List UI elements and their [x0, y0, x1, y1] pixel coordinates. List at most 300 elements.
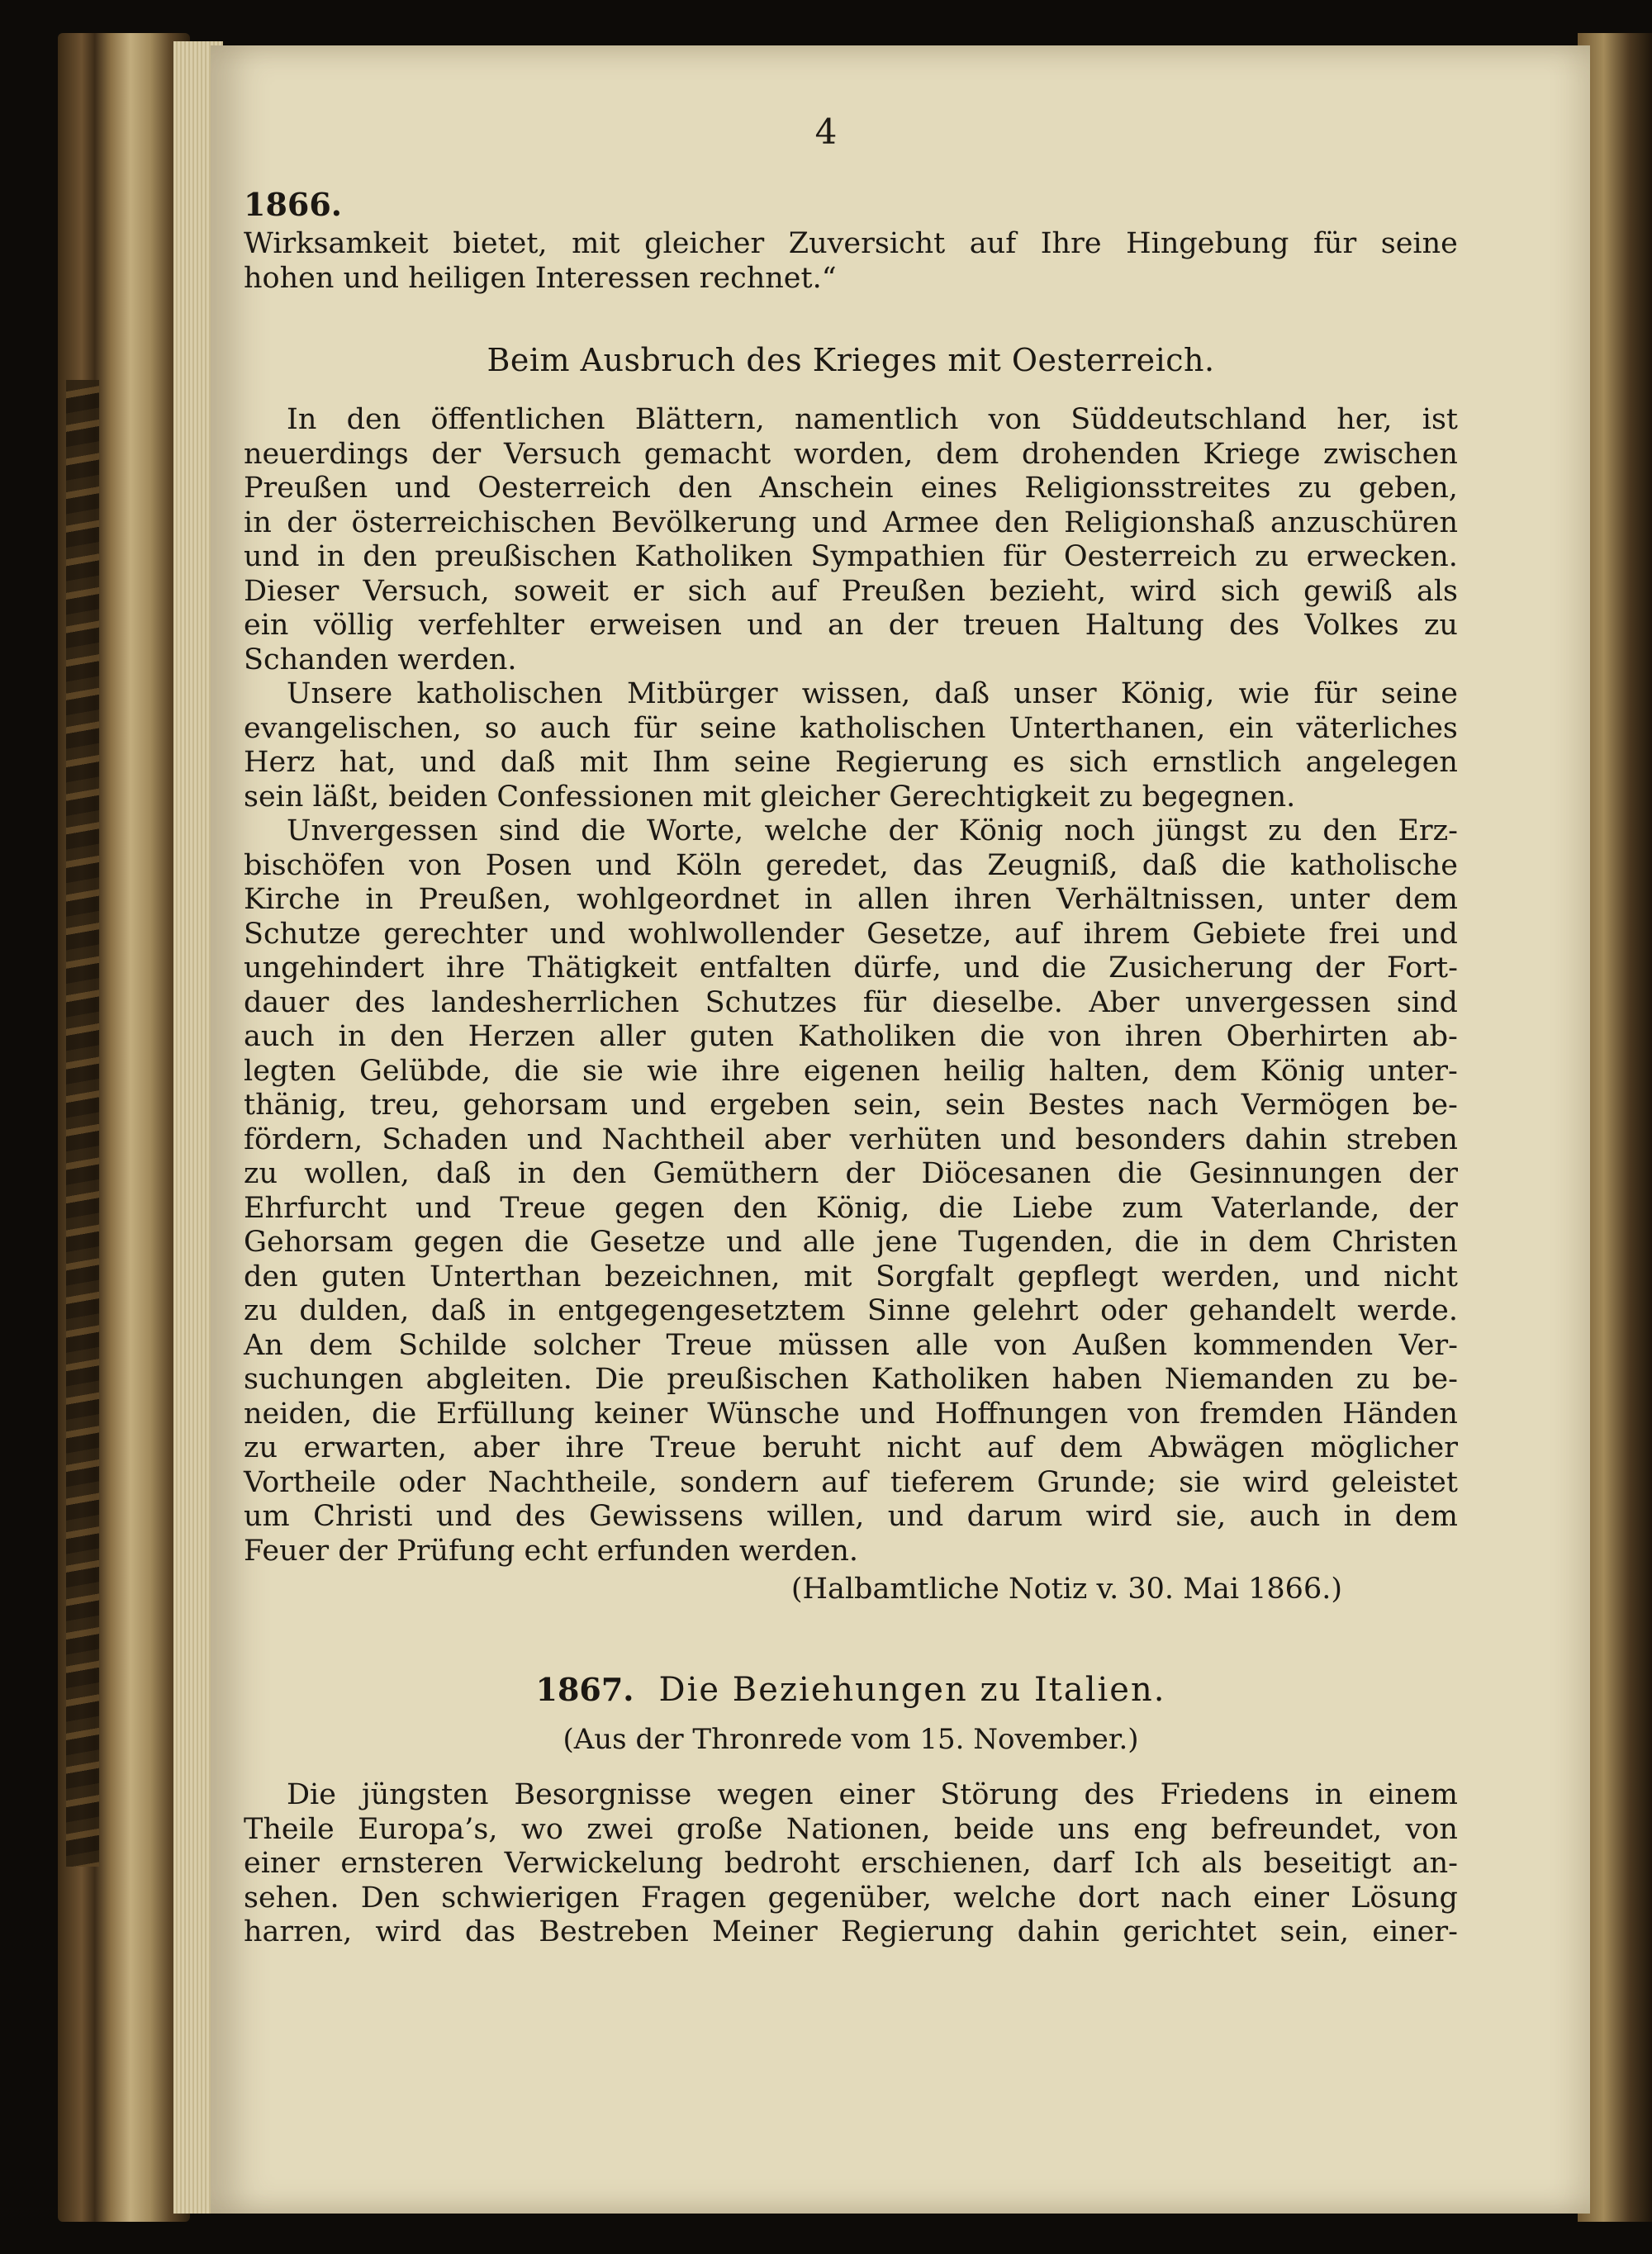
word: zu — [1423, 609, 1458, 642]
text-line — [244, 951, 1458, 986]
word: Hingebung — [1126, 227, 1289, 260]
section-heading: Beim Ausbruch des Krieges mit Oesterreich. — [487, 342, 1215, 378]
word: daß — [430, 1294, 487, 1327]
word: fremden — [1199, 1397, 1323, 1431]
word: Schutze — [244, 917, 361, 951]
word: wie — [1238, 677, 1290, 710]
word: Vortheile — [244, 1465, 377, 1499]
word: Schilde — [398, 1328, 507, 1362]
word: fördern, — [244, 1122, 363, 1156]
text-line — [244, 227, 1458, 262]
word: bezieht, — [989, 574, 1107, 608]
word: und — [1000, 1122, 1056, 1156]
word: wird — [1242, 1465, 1309, 1499]
word: Bestes — [1028, 1089, 1125, 1122]
word: wissen, — [801, 677, 911, 710]
word: Unvergessen — [287, 814, 478, 847]
word: jene — [876, 1226, 938, 1259]
word: und — [435, 1500, 492, 1533]
word: der — [1315, 951, 1365, 985]
word: Regierung — [840, 1915, 995, 1948]
word: Hoffnungen — [934, 1397, 1108, 1431]
word: aber — [472, 1431, 540, 1464]
word: Tugenden, — [958, 1226, 1114, 1259]
word: Bestreben — [539, 1915, 689, 1948]
word: gelehrt — [972, 1294, 1079, 1327]
word: Vermögen — [1241, 1089, 1390, 1122]
word: gegen — [413, 1226, 504, 1259]
word: Preußen — [244, 472, 368, 505]
word: In — [287, 403, 317, 436]
word: und — [1304, 1260, 1360, 1293]
word: oder — [398, 1465, 466, 1499]
word: Verhältnissen, — [1056, 883, 1265, 916]
word: ihren — [1124, 1020, 1203, 1053]
word: Zuversicht — [788, 227, 946, 260]
word: Außen — [1072, 1328, 1168, 1362]
word: ab- — [1412, 1020, 1458, 1053]
word: haben — [1051, 1363, 1142, 1396]
word: sehen. — [244, 1881, 339, 1915]
word: Katholiken — [634, 540, 793, 573]
word: beide — [953, 1812, 1035, 1846]
word: der — [845, 1157, 895, 1190]
word: be- — [1412, 1363, 1458, 1396]
word: dauer — [244, 985, 330, 1019]
word: Bevölkerung — [610, 505, 797, 539]
word: Treue — [666, 1328, 752, 1362]
word: zwischen — [1322, 437, 1458, 471]
word: und — [859, 1397, 915, 1431]
word: eng — [1133, 1812, 1188, 1846]
word: völlig — [313, 609, 394, 642]
word: keiner — [594, 1397, 688, 1431]
word: Gesetze, — [866, 917, 992, 951]
word: Gelübde, — [358, 1054, 491, 1088]
word: oder — [1100, 1294, 1168, 1327]
word: Haltung — [1085, 609, 1204, 642]
word: auf — [821, 1465, 868, 1499]
word: Europa’s, — [358, 1812, 498, 1846]
word: ernstlich — [1151, 746, 1282, 779]
text-line — [244, 1397, 1458, 1432]
word: welche — [764, 814, 868, 847]
word: Sinne — [866, 1294, 951, 1327]
word: an- — [1412, 1847, 1458, 1880]
word: Unterthanen, — [1009, 711, 1206, 745]
word: streben — [1346, 1122, 1458, 1156]
word: jüngsten — [361, 1778, 489, 1811]
word: evangelischen, — [244, 711, 462, 745]
word: die — [938, 1191, 984, 1225]
word: und — [244, 540, 300, 573]
word: ist — [1422, 403, 1458, 436]
word: bedroht — [724, 1847, 840, 1880]
text-line — [244, 1881, 1458, 1916]
word: preußischen — [667, 1363, 849, 1396]
word: wegen — [717, 1778, 814, 1811]
word: von — [994, 1328, 1047, 1362]
word: von — [409, 848, 462, 882]
word: anzuschüren — [1270, 505, 1458, 539]
word: er — [633, 574, 664, 608]
word: Ver- — [1398, 1328, 1458, 1362]
text-line — [244, 575, 1458, 610]
word: Meiner — [711, 1915, 818, 1948]
word: auch — [244, 1020, 315, 1053]
word: geleistet — [1331, 1465, 1458, 1499]
word: treuen — [962, 609, 1061, 642]
word: den — [733, 1191, 788, 1225]
word: Volkes — [1304, 609, 1399, 642]
word: gemacht — [643, 437, 771, 471]
word: sind — [498, 814, 560, 847]
word: in — [317, 540, 345, 573]
word: thänig, — [244, 1089, 347, 1122]
word: nicht — [1384, 1260, 1458, 1293]
word: in — [244, 505, 272, 539]
word: Liebe — [1012, 1191, 1094, 1225]
word: harren, — [244, 1915, 353, 1948]
text-line — [244, 1500, 1458, 1535]
word: unvergessen — [1184, 985, 1371, 1019]
word: von — [988, 403, 1042, 436]
word: guten — [689, 1020, 775, 1053]
text-line — [244, 1157, 1458, 1192]
text-column — [244, 186, 1458, 1950]
word: befreundet, — [1211, 1812, 1383, 1846]
word: die — [524, 1226, 569, 1259]
text-line — [244, 1294, 1458, 1329]
text-line — [244, 677, 1458, 712]
word: auf — [986, 1431, 1034, 1464]
text-line — [244, 883, 1458, 918]
source-citation: (Halbamtliche Notiz v. 30. Mai 1866.) — [790, 1573, 1342, 1606]
word: unter — [1289, 883, 1370, 916]
word: dort — [1077, 1881, 1140, 1915]
word: des — [515, 1500, 566, 1533]
word: halten, — [1048, 1054, 1151, 1088]
word: Ehrfurcht — [244, 1191, 387, 1225]
text-line — [244, 1778, 1458, 1813]
word: sich — [687, 574, 747, 608]
word: in — [804, 883, 833, 916]
word: erschienen, — [861, 1847, 1032, 1880]
word: seine — [700, 711, 777, 745]
marbled-cover-edge — [66, 380, 99, 1867]
word: dieselbe. — [932, 985, 1063, 1019]
word: große — [676, 1812, 763, 1846]
word: Sympathien — [810, 540, 985, 573]
text-line — [244, 1192, 1458, 1227]
word: und — [420, 746, 477, 779]
word: bezeichnen, — [605, 1260, 781, 1293]
word: ihre — [721, 1054, 781, 1088]
word: gleicher — [644, 227, 765, 260]
text-line — [244, 1915, 1458, 1950]
word: wo — [520, 1812, 563, 1846]
word: den — [363, 540, 417, 573]
word: Wirksamkeit — [244, 227, 429, 260]
word: dahin — [1017, 1915, 1100, 1948]
word: und — [726, 1226, 782, 1259]
section-subtitle: (Aus der Thronrede vom 15. November.) — [563, 1723, 1139, 1756]
word: seine — [1380, 227, 1458, 260]
word: Erz- — [1398, 814, 1458, 847]
word: in — [1343, 1500, 1372, 1533]
word: zum — [1122, 1191, 1184, 1225]
word: König — [958, 814, 1044, 847]
word: König, — [815, 1191, 910, 1225]
word: angelegen — [1305, 746, 1458, 779]
word: in — [517, 1157, 546, 1190]
word: wird — [375, 1915, 442, 1948]
word: König — [1260, 1054, 1346, 1088]
word: suchungen — [244, 1363, 404, 1396]
word: sondern — [680, 1465, 800, 1499]
text-line: sein läßt, beiden Confessionen mit gleicher Gerechtigkeit zu begegnen. — [244, 780, 1296, 814]
word: Händen — [1342, 1397, 1458, 1431]
word: in — [1314, 1778, 1343, 1811]
word: geredet, — [766, 848, 889, 882]
text-line — [244, 506, 1458, 541]
word: Thätigkeit — [527, 951, 677, 985]
word: jüngst — [1156, 814, 1247, 847]
word: Unsere — [287, 677, 393, 710]
word: werde. — [1357, 1294, 1458, 1327]
word: welche — [953, 1881, 1056, 1915]
text-line — [244, 1847, 1458, 1881]
word: und — [549, 917, 606, 951]
word: des — [354, 985, 406, 1019]
word: alle — [915, 1328, 969, 1362]
word: zu — [1298, 472, 1332, 505]
text-line — [244, 609, 1458, 643]
text-line — [244, 1055, 1458, 1089]
word: Niemanden — [1164, 1363, 1334, 1396]
word: für — [634, 711, 677, 745]
word: österreichischen — [351, 505, 596, 539]
word: daß — [1142, 848, 1198, 882]
word: Schutzes — [705, 985, 838, 1019]
word: schwierigen — [441, 1881, 620, 1915]
word: und — [526, 1122, 583, 1156]
word: landesherrlichen — [431, 985, 680, 1019]
word: Christi — [313, 1500, 413, 1533]
word: dem — [1394, 1500, 1458, 1533]
word: ein — [1228, 711, 1274, 745]
word: einer — [1253, 1881, 1329, 1915]
text-line — [244, 1020, 1458, 1055]
word: die — [581, 814, 626, 847]
word: als — [1416, 574, 1458, 608]
word: Treue — [500, 1191, 586, 1225]
word: uns — [1057, 1812, 1110, 1846]
word: den — [244, 1260, 298, 1293]
word: Oesterreich — [1063, 540, 1237, 573]
word: das — [464, 1915, 516, 1948]
word: und — [415, 1191, 472, 1225]
word: und — [747, 609, 803, 642]
word: gewiß — [1303, 574, 1393, 608]
word: gerechter — [383, 917, 528, 951]
word: Religionshaß — [1064, 505, 1256, 539]
word: Zusicherung — [1108, 951, 1294, 985]
word: die — [1042, 951, 1087, 985]
word: Sorgfalt — [875, 1260, 995, 1293]
word: nach — [1147, 1089, 1218, 1122]
text-line — [244, 849, 1458, 884]
word: entfalten — [699, 951, 832, 985]
word: dürfe, — [853, 951, 942, 985]
word: sich — [1220, 574, 1280, 608]
word: gepflegt — [1017, 1260, 1138, 1293]
word: Vaterlande, — [1212, 1191, 1380, 1225]
word: wie — [647, 1054, 699, 1088]
word: wird — [1085, 1500, 1152, 1533]
word: worden, — [793, 437, 914, 471]
text-line — [244, 472, 1458, 506]
word: katholischen — [800, 711, 986, 745]
word: Dieser — [244, 574, 339, 608]
word: be- — [1412, 1089, 1458, 1122]
word: erweisen — [589, 609, 722, 642]
word: der — [1408, 1157, 1458, 1190]
word: Die — [595, 1363, 644, 1396]
word: ihre — [446, 951, 506, 985]
page-number: 4 — [814, 112, 838, 152]
word: erwarten, — [303, 1431, 447, 1464]
word: geben, — [1359, 472, 1458, 505]
word: auf — [771, 574, 818, 608]
word: Katholiken — [797, 1020, 957, 1053]
word: Regierung — [835, 746, 989, 779]
word: verfehlter — [418, 609, 565, 642]
word: Aber — [1089, 985, 1160, 1019]
word: Blättern, — [634, 403, 765, 436]
word: zwei — [586, 1812, 653, 1846]
word: öffentlichen — [430, 403, 605, 436]
intro-paragraph — [244, 227, 1458, 296]
word: der — [888, 609, 938, 642]
word: Oberhirten — [1226, 1020, 1389, 1053]
word: gehorsam — [463, 1089, 608, 1122]
word: dem — [1174, 1054, 1237, 1088]
word: väterliches — [1296, 711, 1458, 745]
word: unser — [1014, 677, 1097, 710]
text-line — [244, 540, 1458, 575]
text-line — [244, 712, 1458, 747]
word: Gehorsam — [244, 1226, 394, 1259]
text-line: hohen und heiligen Interessen rechnet.“ — [244, 261, 837, 295]
word: ungehindert — [244, 951, 425, 985]
word: wird — [1130, 574, 1197, 608]
word: Nachtheile, — [487, 1465, 657, 1499]
text-line — [244, 1089, 1458, 1123]
word: namentlich — [795, 403, 959, 436]
word: aller — [599, 1020, 666, 1053]
word: legten — [244, 1054, 336, 1088]
word: unter- — [1368, 1054, 1458, 1088]
text-line — [244, 986, 1458, 1021]
word: auch — [539, 711, 611, 745]
word: allen — [857, 883, 929, 916]
word: Oesterreich — [477, 472, 651, 505]
word: bischöfen — [244, 848, 385, 882]
word: einem — [1368, 1778, 1458, 1811]
text-line — [244, 918, 1458, 952]
word: und — [811, 505, 868, 539]
word: sind — [1396, 985, 1458, 1019]
word: gerichtet — [1123, 1915, 1257, 1948]
paragraph-4 — [244, 1778, 1458, 1950]
word: ihren — [953, 883, 1032, 916]
text-line — [244, 1431, 1458, 1466]
word: in — [338, 1020, 367, 1053]
word: dem — [936, 437, 999, 471]
word: Katholiken — [871, 1363, 1030, 1396]
word: Lösung — [1351, 1881, 1458, 1915]
word: Versuch, — [363, 574, 490, 608]
book-spine-left — [58, 33, 190, 2222]
word: für — [1003, 540, 1047, 573]
paragraph-3 — [244, 814, 1458, 1568]
text-line — [244, 1226, 1458, 1260]
word: des — [1229, 609, 1280, 642]
word: An — [244, 1328, 283, 1362]
word: daß — [436, 1157, 491, 1190]
text-line — [244, 438, 1458, 472]
word: aber — [763, 1122, 831, 1156]
word: nicht — [886, 1431, 961, 1464]
word: guten — [321, 1260, 406, 1293]
word: hat, — [339, 746, 396, 779]
word: so — [484, 711, 517, 745]
word: neuerdings — [244, 437, 409, 471]
word: sein — [945, 1089, 1005, 1122]
word: den — [677, 472, 733, 505]
word: Treue — [650, 1431, 737, 1464]
word: Süddeutschland — [1070, 403, 1308, 436]
word: her, — [1336, 403, 1393, 436]
word: die — [1221, 848, 1266, 882]
word: dem — [309, 1328, 373, 1362]
word: der — [1408, 1191, 1458, 1225]
text-line — [244, 1329, 1458, 1364]
word: Preußen, — [418, 883, 552, 916]
word: dahin — [1245, 1122, 1327, 1156]
word: die — [1134, 1226, 1180, 1259]
word: das — [913, 848, 964, 882]
word: und — [1402, 917, 1458, 951]
word: Besorgnisse — [514, 1778, 692, 1811]
word: Zeugniß, — [987, 848, 1118, 882]
word: den — [1322, 814, 1378, 847]
word: von — [1405, 1812, 1458, 1846]
word: Gewissens — [589, 1500, 744, 1533]
word: Ihre — [1040, 227, 1102, 260]
word: ergeben — [709, 1089, 831, 1122]
word: dem — [1059, 1431, 1123, 1464]
word: wohlgeordnet — [577, 883, 780, 916]
word: die — [371, 1397, 417, 1431]
word: verhüten — [849, 1122, 982, 1156]
text-line: Feuer der Prüfung echt erfunden werden. — [244, 1534, 859, 1568]
word: mit — [804, 1260, 852, 1293]
word: Religionsstreites — [1024, 472, 1271, 505]
word: nach — [1161, 1881, 1232, 1915]
word: Gemüthern — [653, 1157, 819, 1190]
